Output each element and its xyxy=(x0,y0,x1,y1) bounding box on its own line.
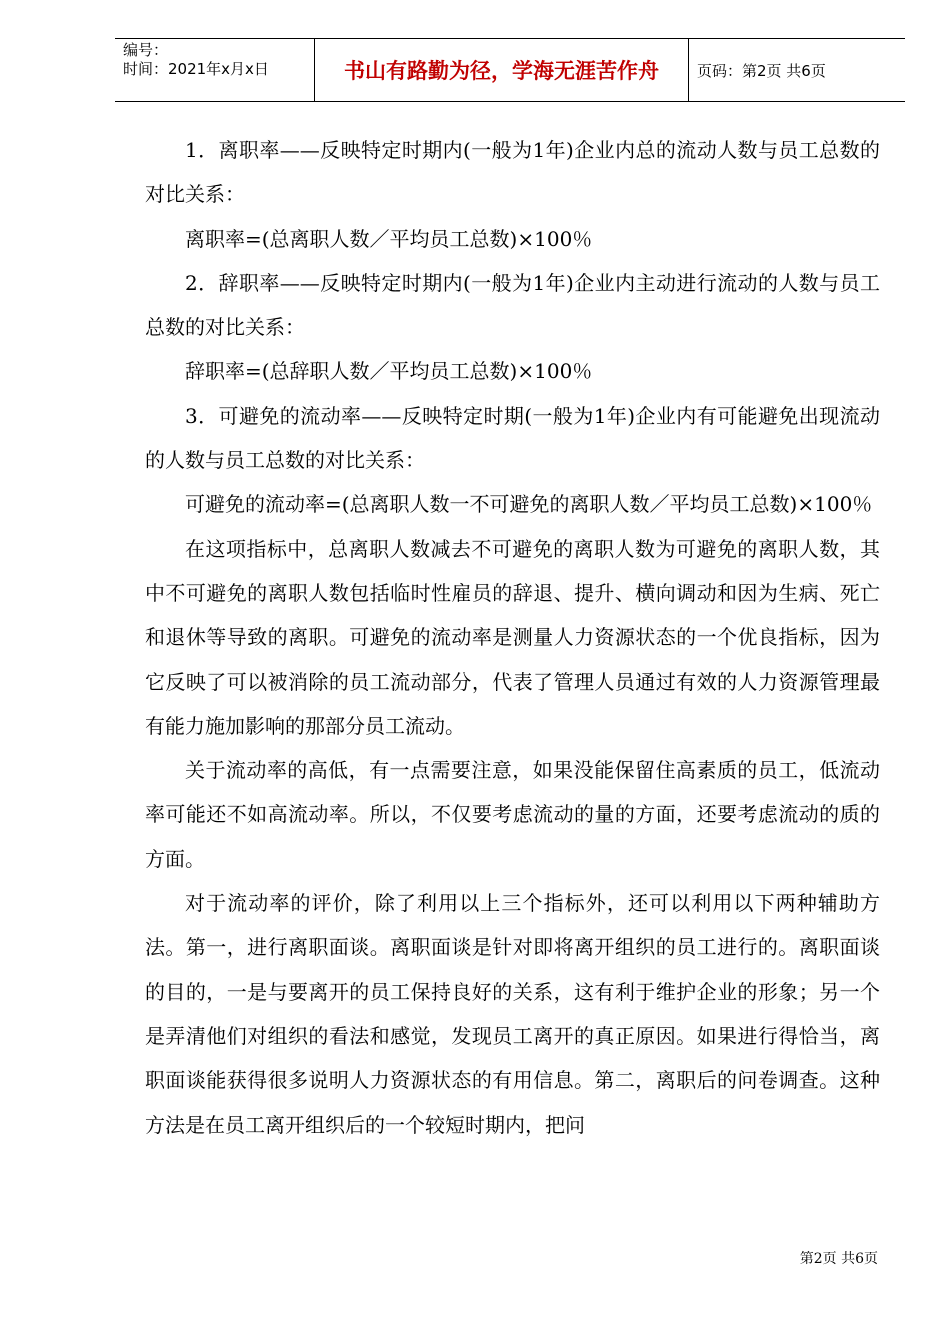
page-footer: 第2页 共6页 xyxy=(799,1251,878,1267)
header-motto: 书山有路勤为径，学海无涯苦作舟 xyxy=(315,39,689,101)
number-label: 编号： xyxy=(123,41,169,59)
document-body xyxy=(145,128,880,1147)
paragraph-1: 1．离职率——反映特定时期内(一般为1年)企业内总的流动人数与员工总数的对比关系： xyxy=(145,138,880,207)
time-label: 时间：2021年x月x日 xyxy=(123,60,269,78)
paragraph-4: 在这项指标中，总离职人数减去不可避免的离职人数为可避免的离职人数，其中不可避免的离职人数包括临时性雇员的辞退、提升、横向调动和因为生病、死亡和退休等导致的离职。可避免的流动率是测量人力资源状态的一个优良指标，因为它反映了可以被消除的员工流动部分，代表了管理人员通过有效的人力资源管理最有能力施加影响的那部分员工流动。 xyxy=(145,536,880,738)
page-header xyxy=(115,38,905,102)
header-meta xyxy=(115,39,315,101)
paragraph-6: 对于流动率的评价，除了利用以上三个指标外，还可以利用以下两种辅助方法。第一，进行离职面谈。离职面谈是针对即将离开组织的员工进行的。离职面谈的目的，一是与要离开的员工保持良好的关系，这有利于维护企业的形象；另一个是弄清他们对组织的看法和感觉，发现员工离开的真正原因。如果进行得恰当，离职面谈能获得很多说明人力资源状态的有用信息。第二，离职后的问卷调查。这种方法是在员工离开组织后的一个较短时期内，把问 xyxy=(145,891,880,1137)
formula-1: 离职率=(总离职人数／平均员工总数)×100％ xyxy=(185,226,593,251)
formula-3: 可避免的流动率=(总离职人数一不可避免的离职人数／平均员工总数)×100％ xyxy=(185,492,873,517)
paragraph-2: 2．辞职率——反映特定时期内(一般为1年)企业内主动进行流动的人数与员工总数的对比关系： xyxy=(145,270,880,340)
paragraph-5: 关于流动率的高低，有一点需要注意，如果没能保留住高素质的员工，低流动率可能还不如高流动率。所以，不仅要考虑流动的量的方面，还要考虑流动的质的方面。 xyxy=(145,758,880,871)
formula-2: 辞职率=(总辞职人数／平均员工总数)×100％ xyxy=(185,359,593,384)
paragraph-3: 3．可避免的流动率——反映特定时期(一般为1年)企业内有可能避免出现流动的人数与员工总数的对比关系： xyxy=(145,403,880,473)
header-page-label: 页码：第2页 共6页 xyxy=(697,61,826,80)
